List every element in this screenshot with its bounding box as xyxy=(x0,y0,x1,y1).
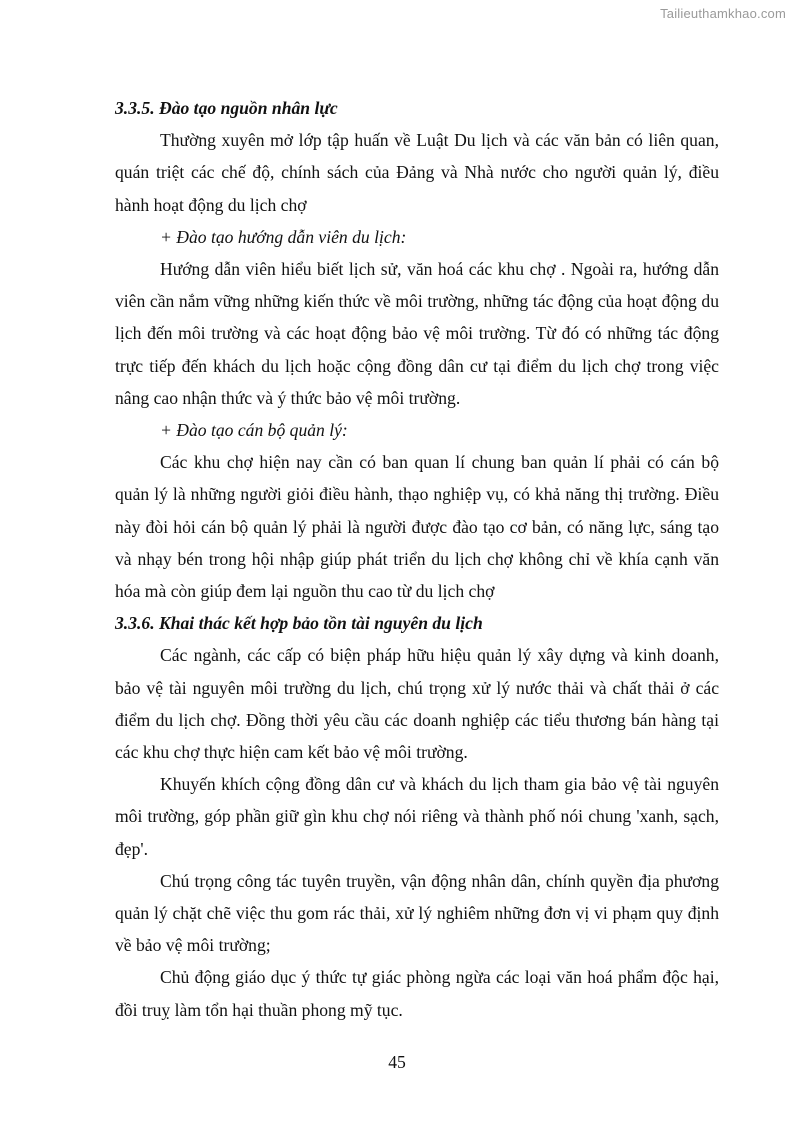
section-heading-3-3-6: 3.3.6. Khai thác kết hợp bảo tồn tài nguyên du lịch xyxy=(115,613,483,634)
paragraph: Chú trọng công tác tuyên truyền, vận động nhân dân, chính quyền địa phương quản lý chặt chẽ việc thu gom rác thải, xử lý nghiêm những đơn vị vi phạm quy định về bảo vệ môi trường; xyxy=(115,870,719,956)
paragraph: Thường xuyên mở lớp tập huấn về Luật Du lịch và các văn bản có liên quan, quán triệt các chế độ, chính sách của Đảng và Nhà nước cho người quản lý, điều hành hoạt động du lịch chợ xyxy=(115,130,719,215)
page-number: 45 xyxy=(388,1052,406,1072)
paragraph: Các khu chợ hiện nay cần có ban quan lí chung ban quản lí phải có cán bộ quản lý là những người giỏi điều hành, thạo nghiệp vụ, có khả năng thị trường. Điều này đòi hỏi cán bộ quản lý phải là người được đào tạo cơ bản, có năng lực, sáng tạo và nhạy bén trong hội nhập giúp phát triển du lịch chợ không chỉ về khía cạnh văn hóa mà còn giúp đem lại nguồn thu cao từ du lịch chợ xyxy=(115,452,719,602)
paragraph: Khuyến khích cộng đồng dân cư và khách du lịch tham gia bảo vệ tài nguyên môi trường, góp phần giữ gìn khu chợ nói riêng và thành phố nói chung 'xanh, sạch, đẹp'. xyxy=(115,774,719,859)
section-heading-3-3-5: 3.3.5. Đào tạo nguồn nhân lực xyxy=(115,98,338,118)
paragraph: Chủ động giáo dục ý thức tự giác phòng ngừa các loại văn hoá phẩm độc hại, đồi truỵ làm tổn hại thuần phong mỹ tục. xyxy=(115,967,719,1020)
page-body xyxy=(115,92,719,1026)
watermark: Tailieuthamkhao.com xyxy=(660,6,786,21)
paragraph: Hướng dẫn viên hiểu biết lịch sử, văn hoá các khu chợ . Ngoài ra, hướng dẫn viên cần nắm vững những kiến thức về môi trường, những tác động của hoạt động du lịch đến môi trường và các hoạt động bảo vệ môi trường. Từ đó có những tác động trực tiếp đến khách du lịch hoặc cộng đồng dân cư tại điểm du lịch chợ trong việc nâng cao nhận thức và ý thức bảo vệ môi trường. xyxy=(115,259,719,408)
subheading-tour-guide-training: + Đào tạo hướng dẫn viên du lịch: xyxy=(160,226,407,247)
subheading-manager-training: + Đào tạo cán bộ quản lý: xyxy=(160,420,348,441)
paragraph: Các ngành, các cấp có biện pháp hữu hiệu quản lý xây dựng và kinh doanh, bảo vệ tài nguyên môi trường du lịch, chú trọng xử lý nước thải và chất thải ở các điểm du lịch chợ. Đồng thời yêu cầu các doanh nghiệp các tiểu thương bán hàng tại các khu chợ thực hiện cam kết bảo vệ môi trường. xyxy=(115,645,719,763)
